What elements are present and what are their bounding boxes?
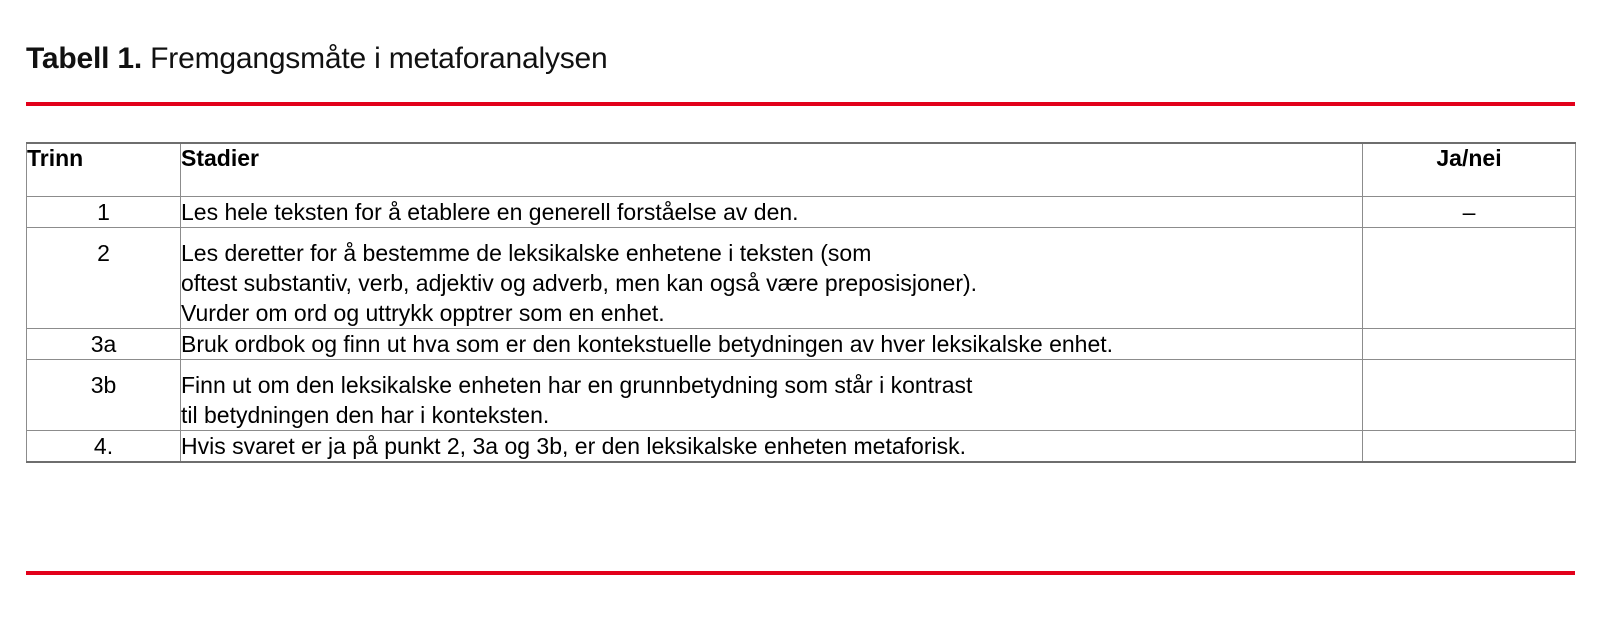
column-header-stadier: Stadier xyxy=(181,143,1363,197)
stage-text-line: oftest substantiv, verb, adjektiv og adverb, men kan også være preposisjoner). xyxy=(181,270,978,296)
cell-janei: – xyxy=(1363,197,1576,228)
table-row xyxy=(27,329,1576,360)
cell-trinn: 1 xyxy=(27,197,181,228)
table-row xyxy=(27,197,1576,228)
cell-stadier xyxy=(181,431,1363,463)
cell-janei xyxy=(1363,360,1576,431)
cell-stadier xyxy=(181,228,1363,329)
cell-trinn: 3a xyxy=(27,329,181,360)
cell-janei xyxy=(1363,329,1576,360)
table-header-row xyxy=(27,143,1576,197)
cell-stadier xyxy=(181,197,1363,228)
cell-trinn: 3b xyxy=(27,360,181,431)
table-container xyxy=(26,142,1575,463)
bottom-red-rule xyxy=(26,571,1575,575)
cell-janei xyxy=(1363,431,1576,463)
stage-text-line: Finn ut om den leksikalske enheten har en grunnbetydning som står i kontrast xyxy=(181,372,973,398)
stage-text-line: til betydningen den har i konteksten. xyxy=(181,402,550,428)
table-body xyxy=(27,197,1576,463)
stage-text-line: Vurder om ord og uttrykk opptrer som en enhet. xyxy=(181,300,665,326)
table-caption xyxy=(26,40,608,78)
table-row xyxy=(27,228,1576,329)
table-row xyxy=(27,360,1576,431)
cell-stadier xyxy=(181,329,1363,360)
stage-text-line: Bruk ordbok og finn ut hva som er den kontekstuelle betydningen av hver leksikalske enhet. xyxy=(181,331,1114,357)
stage-text-line: Les hele teksten for å etablere en generell forståelse av den. xyxy=(181,199,799,225)
table-caption-label: Tabell 1. xyxy=(26,42,143,75)
top-red-rule xyxy=(26,102,1575,106)
column-header-janei: Ja/nei xyxy=(1363,143,1576,197)
table-row xyxy=(27,431,1576,463)
cell-stadier xyxy=(181,360,1363,431)
table-head xyxy=(27,143,1576,197)
column-header-trinn: Trinn xyxy=(27,143,181,197)
cell-janei xyxy=(1363,228,1576,329)
procedure-table xyxy=(26,142,1576,463)
cell-trinn: 2 xyxy=(27,228,181,329)
cell-trinn: 4. xyxy=(27,431,181,463)
stage-text-line: Les deretter for å bestemme de leksikalske enhetene i teksten (som xyxy=(181,240,872,266)
stage-text-line: Hvis svaret er ja på punkt 2, 3a og 3b, er den leksikalske enheten metaforisk. xyxy=(181,433,966,459)
table-caption-text: Fremgangsmåte i metaforanalysen xyxy=(150,42,608,75)
